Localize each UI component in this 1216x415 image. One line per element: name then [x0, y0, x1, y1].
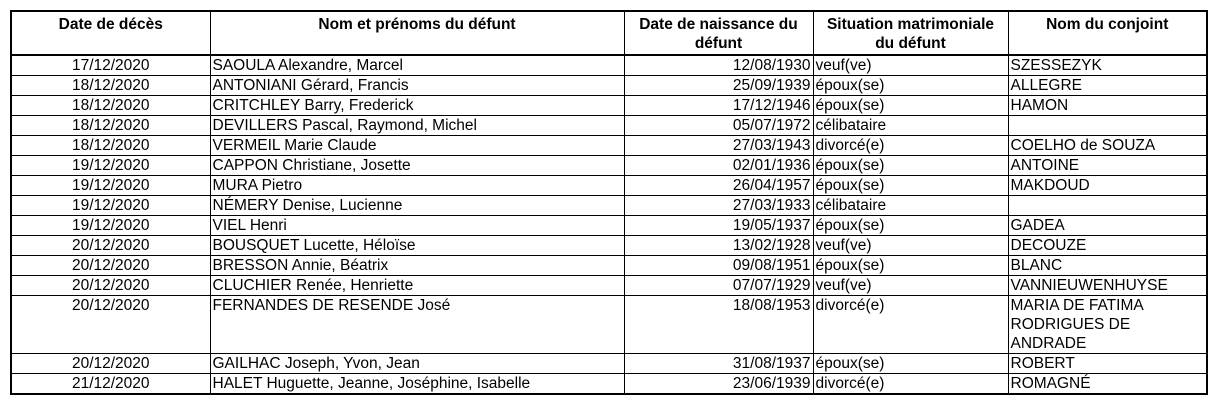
table-row	[11, 96, 1207, 116]
cell-date-naissance: 25/09/1939	[624, 76, 813, 96]
table-row	[11, 216, 1207, 236]
header-date-deces: Date de décès	[11, 11, 210, 55]
table-row	[11, 374, 1207, 395]
cell-nom-defunt: FERNANDES DE RESENDE José	[210, 296, 624, 354]
cell-date-naissance: 18/08/1953	[624, 296, 813, 354]
cell-date-deces: 19/12/2020	[11, 156, 210, 176]
cell-nom-defunt: SAOULA Alexandre, Marcel	[210, 55, 624, 76]
cell-date-naissance: 12/08/1930	[624, 55, 813, 76]
cell-conjoint: MAKDOUD	[1008, 176, 1207, 196]
death-registry-table	[10, 10, 1208, 395]
table-row	[11, 276, 1207, 296]
cell-date-deces: 19/12/2020	[11, 176, 210, 196]
cell-date-deces: 20/12/2020	[11, 354, 210, 374]
cell-conjoint: HAMON	[1008, 96, 1207, 116]
cell-date-naissance: 23/06/1939	[624, 374, 813, 395]
cell-situation: époux(se)	[813, 156, 1008, 176]
table-row	[11, 236, 1207, 256]
cell-situation: divorcé(e)	[813, 374, 1008, 395]
cell-date-naissance: 17/12/1946	[624, 96, 813, 116]
header-conjoint: Nom du conjoint	[1008, 11, 1207, 55]
cell-nom-defunt: CLUCHIER Renée, Henriette	[210, 276, 624, 296]
cell-conjoint: DECOUZE	[1008, 236, 1207, 256]
cell-conjoint: ROBERT	[1008, 354, 1207, 374]
cell-date-naissance: 05/07/1972	[624, 116, 813, 136]
cell-nom-defunt: MURA Pietro	[210, 176, 624, 196]
cell-nom-defunt: DEVILLERS Pascal, Raymond, Michel	[210, 116, 624, 136]
cell-nom-defunt: CRITCHLEY Barry, Frederick	[210, 96, 624, 116]
table-row	[11, 354, 1207, 374]
cell-date-naissance: 27/03/1933	[624, 196, 813, 216]
cell-date-naissance: 09/08/1951	[624, 256, 813, 276]
table-row	[11, 55, 1207, 76]
cell-date-deces: 20/12/2020	[11, 276, 210, 296]
cell-nom-defunt: CAPPON Christiane, Josette	[210, 156, 624, 176]
cell-date-deces: 17/12/2020	[11, 55, 210, 76]
table-row	[11, 196, 1207, 216]
cell-nom-defunt: GAILHAC Joseph, Yvon, Jean	[210, 354, 624, 374]
cell-situation: célibataire	[813, 116, 1008, 136]
cell-situation: veuf(ve)	[813, 236, 1008, 256]
cell-date-naissance: 19/05/1937	[624, 216, 813, 236]
cell-nom-defunt: ANTONIANI Gérard, Francis	[210, 76, 624, 96]
cell-date-deces: 20/12/2020	[11, 256, 210, 276]
death-registry-document	[10, 10, 1206, 395]
cell-date-naissance: 26/04/1957	[624, 176, 813, 196]
cell-nom-defunt: BRESSON Annie, Béatrix	[210, 256, 624, 276]
cell-date-deces: 19/12/2020	[11, 196, 210, 216]
cell-date-deces: 18/12/2020	[11, 116, 210, 136]
cell-situation: divorcé(e)	[813, 296, 1008, 354]
cell-conjoint: MARIA DE FATIMA RODRIGUES DE ANDRADE	[1008, 296, 1207, 354]
cell-date-naissance: 02/01/1936	[624, 156, 813, 176]
cell-nom-defunt: HALET Huguette, Jeanne, Joséphine, Isabelle	[210, 374, 624, 395]
cell-date-naissance: 31/08/1937	[624, 354, 813, 374]
header-situation: Situation matrimoniale du défunt	[813, 11, 1008, 55]
cell-date-deces: 20/12/2020	[11, 296, 210, 354]
header-date-naissance: Date de naissance du défunt	[624, 11, 813, 55]
cell-nom-defunt: VERMEIL Marie Claude	[210, 136, 624, 156]
cell-conjoint	[1008, 196, 1207, 216]
cell-date-deces: 18/12/2020	[11, 136, 210, 156]
cell-nom-defunt: VIEL Henri	[210, 216, 624, 236]
header-nom-defunt: Nom et prénoms du défunt	[210, 11, 624, 55]
table-row	[11, 116, 1207, 136]
cell-conjoint: SZESSEZYK	[1008, 55, 1207, 76]
cell-date-naissance: 07/07/1929	[624, 276, 813, 296]
cell-conjoint: COELHO de SOUZA	[1008, 136, 1207, 156]
cell-conjoint	[1008, 116, 1207, 136]
cell-conjoint: BLANC	[1008, 256, 1207, 276]
table-row	[11, 76, 1207, 96]
cell-situation: époux(se)	[813, 216, 1008, 236]
cell-situation: époux(se)	[813, 76, 1008, 96]
cell-conjoint: GADEA	[1008, 216, 1207, 236]
cell-date-deces: 21/12/2020	[11, 374, 210, 395]
table-row	[11, 156, 1207, 176]
cell-date-deces: 18/12/2020	[11, 96, 210, 116]
cell-conjoint: VANNIEUWENHUYSE	[1008, 276, 1207, 296]
cell-situation: époux(se)	[813, 176, 1008, 196]
header-row	[11, 11, 1207, 55]
cell-situation: veuf(ve)	[813, 55, 1008, 76]
cell-date-deces: 19/12/2020	[11, 216, 210, 236]
cell-conjoint: ROMAGNÉ	[1008, 374, 1207, 395]
cell-conjoint: ANTOINE	[1008, 156, 1207, 176]
table-row	[11, 176, 1207, 196]
table-body	[11, 55, 1207, 394]
cell-conjoint: ALLEGRE	[1008, 76, 1207, 96]
cell-situation: époux(se)	[813, 256, 1008, 276]
cell-date-deces: 20/12/2020	[11, 236, 210, 256]
cell-date-naissance: 13/02/1928	[624, 236, 813, 256]
cell-date-naissance: 27/03/1943	[624, 136, 813, 156]
cell-situation: époux(se)	[813, 96, 1008, 116]
cell-nom-defunt: NÉMERY Denise, Lucienne	[210, 196, 624, 216]
cell-nom-defunt: BOUSQUET Lucette, Héloïse	[210, 236, 624, 256]
table-row	[11, 296, 1207, 354]
cell-situation: divorcé(e)	[813, 136, 1008, 156]
cell-situation: célibataire	[813, 196, 1008, 216]
cell-situation: veuf(ve)	[813, 276, 1008, 296]
table-row	[11, 256, 1207, 276]
cell-situation: époux(se)	[813, 354, 1008, 374]
table-row	[11, 136, 1207, 156]
cell-date-deces: 18/12/2020	[11, 76, 210, 96]
